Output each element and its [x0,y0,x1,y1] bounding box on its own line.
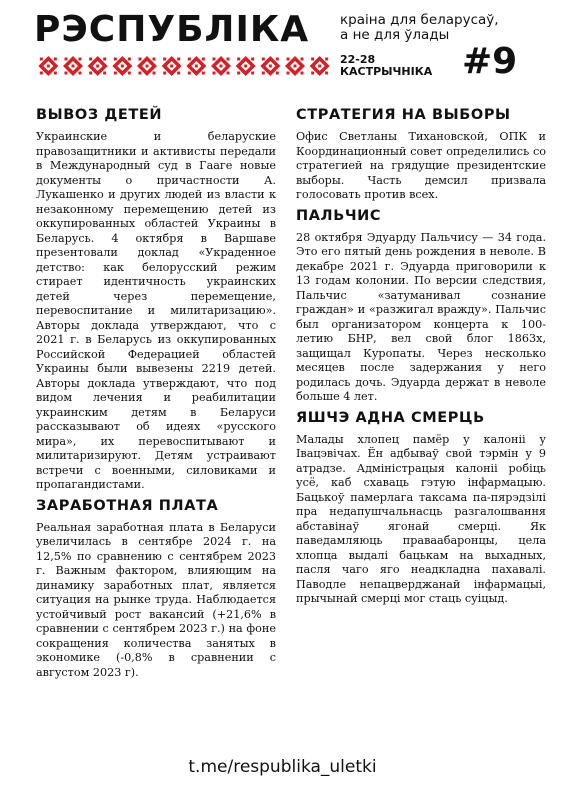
issue-dates [340,54,432,78]
article-title-palchys: ПАЛЬЧИС [296,207,382,224]
tagline-line-1: краіна для беларусаў, [340,12,499,28]
article-text-palchys: 28 октября Эдуарду Пальчису — 34 года. Это его пятый день рождения в неволе. В декабре 2021 г. Эдуарда приговорили к 13 годам колонии. По версии следствия, Пальчис «затуманивал сознание граждан» и «разжигал вражду». Пальчис был организатором концерта к 100-летию БНР, вел свой блог 1863х, защищал Куропаты. Через несколько месяцев после задержания у него родилась дочь. Эдуарда держат в неволе больше 4 лет. [296,230,546,403]
ornament-motif-icon [236,56,256,76]
ornament-motif-icon [63,56,83,76]
article-text-children: Украинские и беларуские правозащитники и активисты передали в Международный суд в Гааге новые документы о причастности А. Лукашенко и других людей из власти к незаконному перемещению детей из оккупированных областей Украины в Беларусь. 4 октября в Варшаве презентовали доклад «Украденное детство: как белорусский режим стирает идентичность украинских детей через перемещение, перевоспитание и милитаризацию». Авторы доклада утверждают, что с 2021 г. в Беларусь из оккупированных Российской Федерацией областей Украины были вывезены 2219 детей. Авторы доклада утверждают, что под видом лечения и реабилитации украинским детям в Беларуси рассказывают об идеях «русского мира», их перевоспитывают и милитаризируют. Детям устраивают встречи с военными, силовиками и пропагандистами. [36,130,276,491]
ornament-motif-icon [211,56,231,76]
article-title-salary: ЗАРАБОТНАЯ ПЛАТА [36,497,219,514]
masthead-logo: РЭСПУБЛІКА [34,9,310,50]
article-title-death: ЯШЧЭ АДНА СМЕРЦЬ [296,409,485,426]
ornament-motif-icon [285,56,305,76]
masthead [0,0,565,100]
article-title-strategy: СТРАТЕГИЯ НА ВЫБОРЫ [296,107,511,123]
ornament-motif-icon [186,56,206,76]
left-column [36,104,276,684]
telegram-link[interactable]: t.me/respublika_uletki [188,757,377,777]
ornament-motif-icon [88,56,108,76]
article-text-strategy: Офис Светланы Тихановской, ОПК и Координационный совет определились со стратегией на грядущие президентские выборы. Часть демсил призвала голосовать против всех. [296,130,546,201]
ornament-motif-icon [137,56,157,76]
issue-number: #9 [462,41,518,82]
tagline-line-2: а не для ўлады [340,27,450,43]
ornament-motif-icon [38,56,58,76]
article-title-children: ВЫВОЗ ДЕТЕЙ [36,107,163,123]
article-text-death: Малады хлопец памёр у калоніі у Івацэвічах. Ён адбываў свой тэрмін у 9 атрадзе. Адміністрацыя калоніі робіць усё, каб схаваць гэтую інфармацыю. Бацькоў памерлага таксама па-пярэдзілі пра недапушчальнасць разгалошвання абставінаў ягонай смерці. Як паведамляюць праваабаронцы, цела хлопца выдалі бацькам на выхадных, пасля чаго яго неадкладна пахавалі. Паводле непацверджанай інфармацыі, прычынай смерці мог стаць суіцыд. [296,432,546,605]
ornament-motif-icon [112,56,132,76]
ornament-icon [36,55,332,77]
dates-line-1: 22-28 [340,53,376,66]
ornament-motif-icon [162,56,182,76]
right-column [296,104,546,611]
article-text-salary: Реальная заработная плата в Беларуси увеличилась в сентябре 2024 г. на 12,5% по сравнению с сентябрем 2023 г. Важным фактором, влияющим на динамику заработных плат, является ситуация на рынке труда. Наблюдается устойчивый рост вакансий (+21,6% в сравнении с сентябрем 2023 г.) на фоне сокращения количества занятых в экономике (-0,8% в сравнении с августом 2023 г). [36,520,276,679]
masthead-tagline [340,13,499,43]
dates-line-2: КАСТРЫЧНІКА [340,65,433,78]
ornament-motif-icon [310,56,330,76]
ornament-motif-icon [260,56,280,76]
